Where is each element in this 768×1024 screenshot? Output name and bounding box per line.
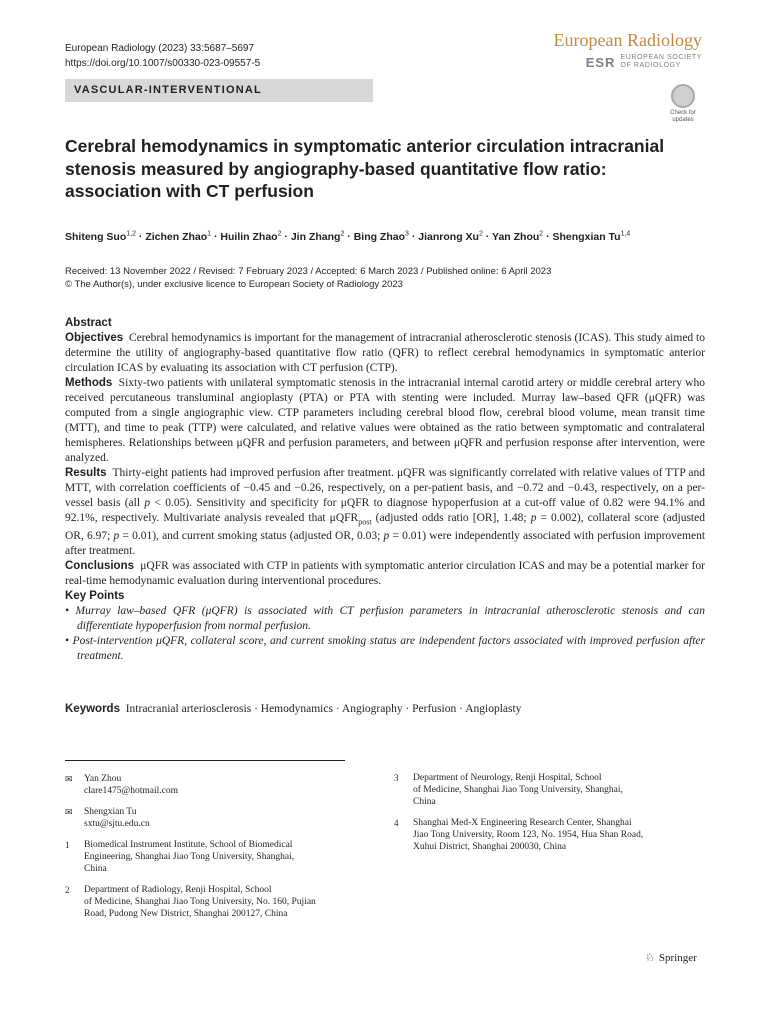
abstract-methods (65, 376, 705, 466)
results-text-c: (adjusted odds ratio [OR], 1.48; (371, 512, 531, 524)
keywords (65, 703, 521, 715)
doi-link[interactable]: https://doi.org/10.1007/s00330-023-09557-5 (65, 58, 261, 69)
results-text-d: = 0.002), collateral score (adjusted OR, 6.97; (65, 512, 705, 543)
history-dates: Received: 13 November 2022 / Revised: 7 February 2023 / Accepted: 6 March 2023 / Published online: 6 April 2023 (65, 266, 552, 277)
affiliation-number: 2 (65, 885, 70, 895)
journal-brand (554, 30, 702, 70)
author-affiliation: 1 (207, 230, 212, 237)
author-affiliation: 2 (277, 230, 282, 237)
author-list (65, 227, 725, 244)
methods-label: Methods (65, 377, 113, 389)
methods-text: Sixty-two patients with unilateral symptomatic stenosis in the intracranial internal carotid artery or middle cerebral artery who received percutaneous transluminal angioplasty (PTA) or PTA with stenting were included. Murray law–based QFR (μQFR) was computed from a single angiographic view. CTP parameters including cerebral blood flow, cerebral blood volume, mean transit time (MTT), and time to peak (TTP) were calculated, and relative values were obtained as the ratio between symptomatic and contralateral hemispheres. Relationships between μQFR and perfusion parameters, and between μQFR and perfusion response after intervention, were analyzed. (65, 377, 705, 464)
affiliation-note (394, 772, 704, 808)
affiliation-line: Department of Neurology, Renji Hospital, School (413, 773, 602, 783)
section-label: VASCULAR-INTERVENTIONAL (65, 79, 373, 102)
abstract (65, 316, 705, 664)
publication-dates (65, 265, 551, 291)
author[interactable] (220, 231, 281, 243)
footnotes-left (65, 773, 355, 920)
correspondence-note (65, 806, 355, 830)
author[interactable] (553, 231, 631, 243)
results-p-italic: p (383, 530, 390, 543)
keypoints-heading: Key Points (65, 590, 125, 603)
affiliation-line: China (413, 797, 436, 807)
esr-logo: ESR (585, 54, 616, 70)
author-email[interactable]: clare1475@hotmail.com (84, 786, 178, 796)
keywords-text: Intracranial arteriosclerosis · Hemodynamics · Angiography · Perfusion · Angioplasty (125, 703, 522, 715)
affiliation-number: 3 (394, 773, 399, 783)
article-title: Cerebral hemodynamics in symptomatic anterior circulation intracranial stenosis measured by angiography-based quantitative flow ratio: association with CT perfusion (65, 136, 665, 201)
affiliation-note (394, 817, 704, 853)
results-label: Results (65, 467, 107, 479)
author-name: Shengxian Tu (84, 807, 137, 817)
author-affiliation: 2 (340, 230, 345, 237)
publisher-logo (645, 951, 697, 964)
affiliation-line: Biomedical Instrument Institute, School of Biomedical (84, 840, 293, 850)
mail-icon: ✉ (65, 807, 73, 817)
author-name: Yan Zhou (492, 230, 540, 243)
author-affiliation: 1,4 (620, 230, 631, 237)
springer-horse-icon: ♘ (645, 952, 655, 964)
publisher-name: Springer (658, 951, 697, 964)
results-text-b: < 0.05). Sensitivity and specificity for μQFR to diagnose hypoperfusion at a cut-off value of 0.82 were 94.1% and 92.1%, respectively. Multivariate analysis revealed that μQFR (65, 497, 706, 524)
author-name: Shengxian Tu (552, 230, 621, 243)
author-name: Jin Zhang (290, 230, 341, 243)
affiliation-line: Shanghai Med-X Engineering Research Center, Shanghai (413, 818, 632, 828)
author-separator: · (543, 230, 553, 243)
author-name: Shiteng Suo (65, 230, 127, 243)
results-p-italic: p (113, 530, 120, 543)
abstract-results (65, 466, 705, 559)
author-name: Huilin Zhao (220, 230, 278, 243)
esr-subtitle-line1: EUROPEAN SOCIETY (620, 54, 702, 61)
author-name: Bing Zhao (353, 230, 406, 243)
author-affiliation: 2 (539, 230, 544, 237)
abstract-conclusions (65, 559, 705, 589)
abstract-heading: Abstract (65, 317, 112, 329)
author[interactable] (418, 231, 483, 243)
footnotes-right (394, 772, 704, 853)
check-updates-text: Check for updates (670, 110, 696, 123)
author-name: Yan Zhou (84, 774, 122, 784)
mail-icon: ✉ (65, 774, 73, 784)
affiliation-line: Road, Pudong New District, Shanghai 200127, China (84, 909, 288, 919)
esr-subtitle-line2: OF RADIOLOGY (620, 62, 681, 69)
affiliation-line: Department of Radiology, Renji Hospital, School (84, 885, 272, 895)
results-p-italic: p (530, 512, 537, 524)
affiliation-note (65, 884, 355, 920)
author-name: Zichen Zhao (145, 230, 208, 243)
author-email[interactable]: sxtu@sjtu.edu.cn (84, 819, 150, 829)
copyright: © The Author(s), under exclusive licence to European Society of Radiology 2023 (65, 279, 403, 290)
author[interactable] (354, 231, 409, 243)
author-separator: · (135, 230, 146, 243)
check-updates-icon (671, 84, 695, 108)
author-affiliation: 2 (478, 230, 483, 237)
affiliation-note (65, 839, 355, 875)
objectives-text: Cerebral hemodynamics is important for the management of intracranial atherosclerotic stenosis (ICAS). This study aimed to determine the utility of angiography-based quantitative flow ratio (QFR) to reflect cerebral hemodynamics in symptomatic anterior circulation ICAS by evaluating its association with CT perfusion (CTP). (65, 332, 706, 374)
correspondence-note (65, 773, 355, 797)
results-subscript: post (358, 517, 372, 527)
check-for-updates-badge[interactable] (664, 84, 702, 126)
footnote-divider (65, 760, 345, 761)
affiliation-line: of Medicine, Shanghai Jiao Tong University, Shanghai, (413, 785, 623, 795)
results-text-a: Thirty-eight patients had improved perfusion after treatment. μQFR was significantly correlated with relative values of TTP and MTT, with correlation coefficients of −0.45 and −0.26, respectively, on a per-patient basis, and −0.72 and −0.43, respectively, on a per-vessel basis (all (65, 467, 705, 509)
author[interactable] (145, 231, 211, 243)
results-text-e: = 0.01), and current smoking status (adjusted OR, 0.03; (119, 530, 384, 543)
author-affiliation: 3 (405, 230, 409, 237)
author-separator: · (211, 230, 221, 243)
author-separator: · (408, 230, 419, 243)
affiliation-number: 4 (394, 818, 399, 828)
key-point: • Murray law–based QFR (μQFR) is associated with CT perfusion parameters in intracranial atherosclerotic stenosis and can differentiate hypoperfusion from normal perfusion. (65, 605, 705, 633)
affiliation-line: China (84, 864, 107, 874)
journal-info (65, 41, 260, 71)
author[interactable] (291, 231, 345, 243)
objectives-label: Objectives (65, 332, 124, 344)
author-affiliation: 1,2 (126, 230, 136, 237)
esr-subtitle (620, 54, 702, 70)
keywords-label: Keywords (65, 703, 120, 715)
key-point: • Post-intervention μQFR, collateral score, and current smoking status are independent factors associated with improved perfusion after treatment. (65, 635, 705, 663)
abstract-objectives (65, 331, 705, 376)
results-text-f: = 0.01) were independently associated with perfusion improvement after treatment. (65, 530, 706, 558)
affiliation-line: of Medicine, Shanghai Jiao Tong University, No. 160, Pujian (84, 897, 316, 907)
key-point-text: Murray law–based QFR (μQFR) is associated with CT perfusion parameters in intracranial atherosclerotic stenosis and can differentiate hypoperfusion from normal perfusion. (75, 605, 705, 633)
key-point-text: Post-intervention μQFR, collateral score, and current smoking status are independent factors associated with improved perfusion after treatment. (72, 635, 705, 663)
author-name: Jianrong Xu (418, 230, 479, 243)
conclusions-label: Conclusions (65, 560, 135, 573)
author-separator: · (482, 230, 493, 243)
author-separator: · (281, 230, 291, 243)
journal-citation: European Radiology (2023) 33:5687–5697 (65, 43, 255, 54)
affiliation-line: Jiao Tong University, Room 123, No. 1954, Hua Shan Road, (413, 830, 644, 840)
affiliation-line: Xuhui District, Shanghai 200030, China (413, 842, 567, 852)
author[interactable] (492, 231, 543, 243)
author-separator: · (344, 230, 354, 243)
journal-name: European Radiology (553, 30, 702, 50)
results-p-italic: p (144, 497, 151, 509)
affiliation-line: Engineering, Shanghai Jiao Tong University, Shanghai, (84, 852, 295, 862)
conclusions-text: μQFR was associated with CTP in patients with symptomatic anterior circulation ICAS and may be a potential marker for real-time hemodynamic evaluation during interventional procedures. (65, 560, 706, 588)
author[interactable] (65, 231, 136, 243)
affiliation-number: 1 (65, 840, 70, 850)
